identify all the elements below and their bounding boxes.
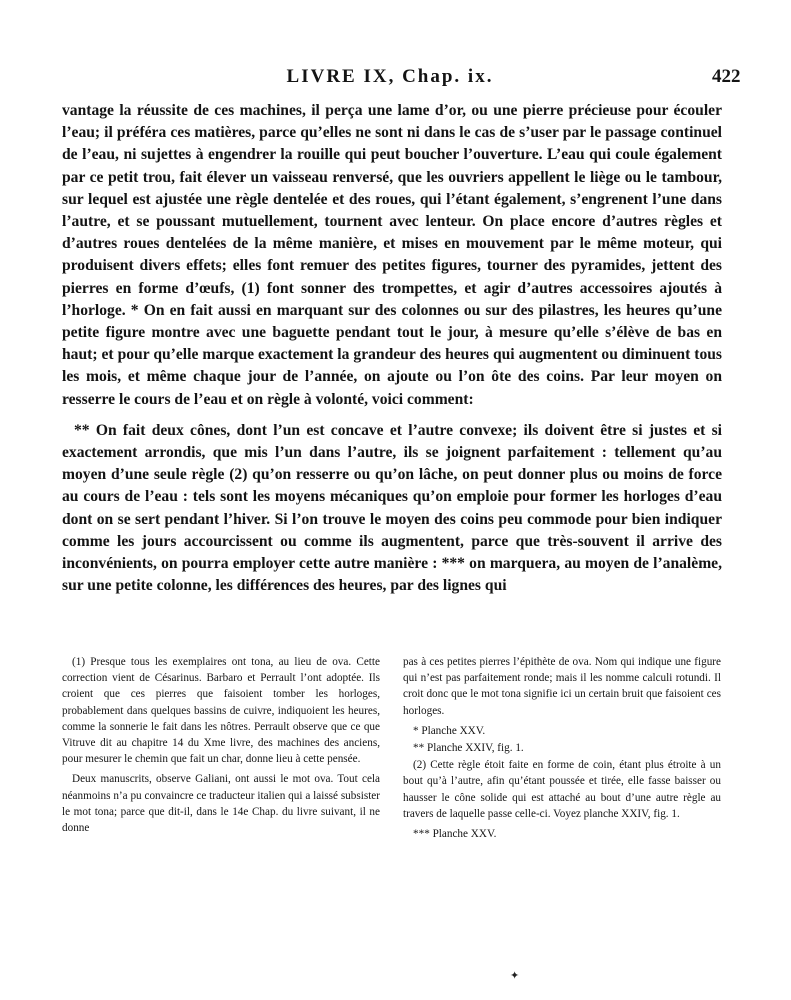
paragraph: ** On fait deux cônes, dont l’un est concave et l’autre convexe; ils doivent être si justes et si exactement arrondis, que mis l’un dans l’autre, ils se joignent parfaitement : tellement qu’au moyen d’une seule règle (2) qu’on resserre ou qu’on lâche, on peut donner plus ou moins de force au cours de l’eau : tels sont les moyens mécaniques qu’on emploie pour former les horloges d’eau dont on se sert pendant l’hiver. Si l’on trouve le moyen des coins peu commode pour bien indiquer comme les jours accourcissent ou comme ils augmentent, parce que très-souvent il arrive des inconvénients, on pourra employer cette autre manière : *** on marquera, au moyen de l’analème, sur une petite colonne, les différences des heures, par des lignes qui [62, 421, 722, 595]
paragraph: vantage la réussite de ces machines, il perça une lame d’or, ou une pierre précieuse pour écouler l’eau; il préféra ces matières, parce qu’elles ne sont ni dans le cas de s’user par le passage continuel de l’eau, ni sujettes à engendrer la rouille qui peut boucher l’ouverture. L’eau qui coule également par ce petit trou, fait élever un vaisseau renversé, que les ouvriers appellent le liège ou le tambour, sur lequel est ajustée une règle dentelée et des roues, qui l’étant également, s’engrenent l’une dans l’autre, et se poussant mutuellement, tournent avec lenteur. On place encore d’autres règles et d’autres roues dentelées de la même manière, et mises en mouvement par le même moteur, qui produisent divers effets; elles font remuer des petites figures, tourner des pyramides, jettent des pierres en forme d’œufs, (1) font sonner des trompettes, et agir d’autres accessoires ajoutés à l’horloge. * On en fait aussi en marquant sur des colonnes ou sur des pilastres, les heures qu’une petite figure montre avec une baguette pendant tout le jour, à mesure qu’elle s’élève de bas en haut; et pour qu’elle marque exactement la grandeur des heures qui augmentent ou diminuent tous les mois, et même chaque jour de l’année, on ajoute ou l’on ôte des coins. Par leur moyen on resserre le cours de l’eau et on règle à volonté, voici comment: [62, 102, 722, 408]
page-number: 422 [712, 66, 741, 87]
plate-reference: *** Planche XXV. [413, 828, 497, 841]
ink-speck: ✦ [510, 969, 520, 982]
footnote: pas à ces petites pierres l’épithète de ova. Nom qui indique une figure qui n’est pas parfaitement ronde; mais il les nomme calculi rotundi. Il croit donc que le mot tona signifie ici un certain bruit que faisoient ces horloges. [403, 656, 721, 717]
main-text [62, 100, 722, 597]
footnotes-left-column [62, 654, 380, 840]
plate-reference: ** Planche XXIV, fig. 1. [413, 742, 524, 755]
plate-reference: * Planche XXV. [413, 724, 486, 737]
running-head: LIVRE IX, Chap. ix. [286, 66, 494, 87]
footnote: (1) Presque tous les exemplaires ont tona, au lieu de ova. Cette correction vient de Césarinus. Barbaro et Perrault l’ont adoptée. Ils croient que ces pierres que faisoient tomber les horloges, probablement dans quelques bassins de cuivre, indiquoient les heures, comme la sonnerie le fait dans les nôtres. Perrault observe que ce que Vitruve dit au chapitre 14 du Xme livre, des machines des anciens, pour mesurer le chemin que fait un char, donne lieu à cette pensée. [62, 656, 380, 766]
footnotes-right-column [403, 654, 721, 843]
footnote: (2) Cette règle étoit faite en forme de coin, étant plus étroite à un bout qu’à l’autre, afin qu’étant poussée et tirée, elle fasse baisser ou hausser le cône solide qui est attaché au bout d’une autre règle au travers de laquelle passe celle-ci. Voyez planche XXIV, fig. 1. [403, 759, 721, 820]
footnote: Deux manuscrits, observe Galiani, ont aussi le mot ova. Tout cela néanmoins n’a pu convaincre ce traducteur italien qui a laissé subsister le mot tona; parce que dit-il, dans le 14e Chap. du livre suivant, il ne donne [62, 773, 380, 835]
